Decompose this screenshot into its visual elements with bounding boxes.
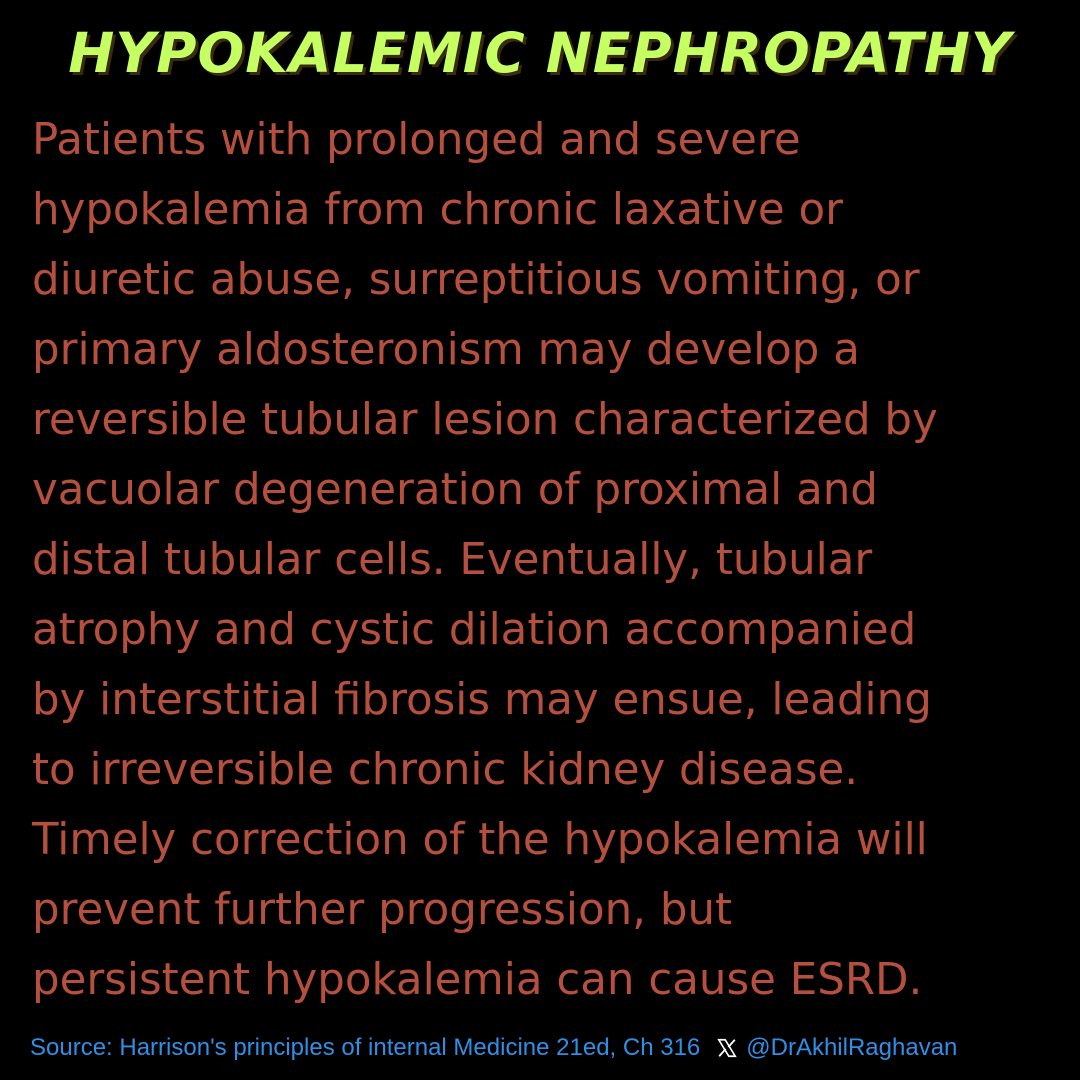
social-handle-group[interactable]: [716, 1034, 957, 1062]
body-line: primary aldosteronism may develop a: [32, 325, 860, 375]
footer: [30, 1030, 1070, 1066]
body-paragraph: [32, 105, 1062, 1015]
social-handle[interactable]: @DrAkhilRaghavan: [746, 1034, 958, 1061]
body-line: reversible tubular lesion characterized by: [32, 395, 938, 445]
x-logo-stroke-b: [729, 1040, 735, 1047]
x-logo-icon: [716, 1037, 738, 1059]
body-line: diuretic abuse, surreptitious vomiting, or: [32, 255, 920, 305]
body-line: atrophy and cystic dilation accompanied: [32, 605, 917, 655]
body-line: by interstitial fibrosis may ensue, leading: [32, 675, 932, 725]
page-title: HYPOKALEMIC NEPHROPATHY: [68, 21, 1012, 85]
body-line: Patients with prolonged and severe: [32, 115, 801, 165]
source-citation: Source: Harrison's principles of internal Medicine 21ed, Ch 316: [30, 1034, 701, 1061]
body-line: persistent hypokalemia can cause ESRD.: [32, 955, 923, 1005]
x-logo-stroke-c: [719, 1049, 725, 1056]
body-line: prevent further progression, but: [32, 885, 733, 935]
body-line: hypokalemia from chronic laxative or: [32, 185, 844, 235]
body-line: to irreversible chronic kidney disease.: [32, 745, 859, 795]
body-line: distal tubular cells. Eventually, tubular: [32, 535, 873, 585]
body-line: Timely correction of the hypokalemia will: [32, 815, 928, 865]
body-line: vacuolar degeneration of proximal and: [32, 465, 878, 515]
